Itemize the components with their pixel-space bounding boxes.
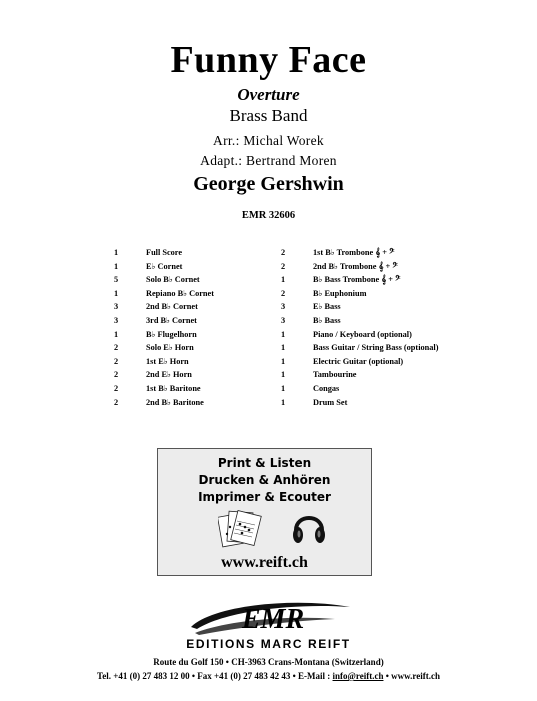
publisher-address: Route du Golf 150 • CH-3963 Crans-Montana (Switzerland)	[153, 657, 384, 667]
promo-line-german: Drucken & Anhören	[198, 473, 331, 487]
instrument-row	[114, 300, 264, 314]
instrument-name: Solo E♭ Horn	[146, 343, 194, 353]
print-listen-box[interactable]	[157, 448, 372, 576]
instrument-name: 2nd B♭ Baritone	[146, 397, 204, 407]
instrument-row	[114, 341, 264, 355]
part-count: 2	[281, 288, 286, 298]
publisher-name: EDITIONS MARC REIFT	[186, 637, 351, 651]
instrument-row	[114, 314, 264, 328]
instrument-name: 1st E♭ Horn	[146, 356, 189, 366]
instrument-name: 1st B♭ Baritone	[146, 383, 201, 393]
instrument-name: 3rd B♭ Cornet	[146, 315, 197, 325]
instrument-name: B♭ Bass Trombone 𝄞 + 𝄢	[313, 275, 401, 285]
instrument-row	[281, 396, 461, 410]
part-count: 2	[114, 343, 119, 353]
email-link[interactable]: info@reift.ch	[332, 671, 384, 681]
contact-website: • www.reift.ch	[383, 671, 440, 681]
part-count: 1	[281, 356, 286, 366]
instrument-list-left	[114, 246, 264, 409]
instrument-name: Full Score	[146, 248, 183, 257]
composer: George Gershwin	[193, 173, 344, 195]
part-count: 1	[114, 329, 119, 339]
catalog-number: EMR 32606	[241, 210, 296, 221]
instrument-row	[281, 300, 461, 314]
part-count: 1	[281, 397, 286, 407]
instrument-row	[114, 368, 264, 382]
instrument-row	[114, 355, 264, 369]
part-count: 3	[114, 302, 119, 312]
instrument-row	[281, 287, 461, 301]
instrument-row	[281, 314, 461, 328]
instrument-name: 2nd B♭ Cornet	[146, 302, 198, 312]
subtitle: Overture	[237, 85, 300, 104]
instrument-row	[114, 382, 264, 396]
part-count: 2	[114, 397, 119, 407]
instrument-row	[114, 273, 264, 287]
part-count: 1	[281, 343, 286, 353]
adapter: Adapt.: Bertrand Moren	[200, 153, 337, 168]
instrument-name: 1st B♭ Trombone 𝄞 + 𝄢	[313, 248, 395, 257]
headphones-icon	[291, 506, 327, 546]
logo-text: EMR	[241, 604, 305, 635]
promo-line-french: Imprimer & Ecouter	[198, 490, 331, 504]
part-count: 1	[114, 261, 119, 271]
instrument-name: 2nd E♭ Horn	[146, 370, 192, 380]
sheet-music-icon	[218, 507, 262, 549]
part-count: 3	[281, 302, 286, 312]
instrument-name: Bass Guitar / String Bass (optional)	[313, 343, 439, 353]
part-count: 1	[281, 275, 286, 285]
publisher-contact	[0, 671, 537, 681]
instrument-name: Congas	[313, 383, 340, 393]
emr-logo	[185, 597, 355, 639]
instrument-row	[114, 260, 264, 274]
instrument-name: E♭ Cornet	[146, 261, 183, 271]
instrument-row	[281, 246, 461, 260]
part-count: 2	[281, 248, 286, 257]
instrument-name: Piano / Keyboard (optional)	[313, 329, 412, 339]
part-count: 2	[114, 356, 119, 366]
instrument-name: B♭ Flugelhorn	[146, 329, 197, 339]
instrument-name: 2nd B♭ Trombone 𝄞 + 𝄢	[313, 261, 398, 271]
instrument-row	[281, 368, 461, 382]
part-count: 3	[114, 315, 119, 325]
instrument-row	[114, 287, 264, 301]
instrument-row	[281, 382, 461, 396]
part-count: 1	[114, 288, 119, 298]
part-count: 1	[114, 248, 119, 257]
promo-line-english: Print & Listen	[217, 456, 312, 470]
part-count: 3	[281, 315, 286, 325]
instrument-name: Solo B♭ Cornet	[146, 275, 200, 285]
contact-phone-fax: Tel. +41 (0) 27 483 12 00 • Fax +41 (0) 27 483 42 43 • E-Mail :	[97, 671, 333, 681]
instrument-row	[281, 260, 461, 274]
part-count: 1	[281, 329, 286, 339]
instrument-name: Electric Guitar (optional)	[313, 356, 404, 366]
instrument-name: Repiano B♭ Cornet	[146, 288, 214, 298]
instrument-name: Tambourine	[313, 370, 357, 380]
part-count: 2	[114, 370, 119, 380]
instrument-row	[281, 341, 461, 355]
part-count: 2	[281, 261, 286, 271]
instrument-name: B♭ Bass	[313, 315, 341, 325]
ensemble: Brass Band	[229, 106, 308, 125]
arranger: Arr.: Michal Worek	[213, 133, 324, 148]
instrument-row	[281, 273, 461, 287]
promo-url-link[interactable]: www.reift.ch	[221, 554, 308, 571]
title: Funny Face	[170, 39, 367, 81]
instrument-row	[114, 396, 264, 410]
part-count: 1	[281, 370, 286, 380]
part-count: 1	[281, 383, 286, 393]
instrument-row	[114, 246, 264, 260]
instrument-list-right	[281, 246, 461, 409]
instrument-row	[114, 328, 264, 342]
instrument-name: B♭ Euphonium	[313, 288, 367, 298]
instrument-row	[281, 328, 461, 342]
instrument-row	[281, 355, 461, 369]
instrument-name: E♭ Bass	[313, 302, 341, 312]
part-count: 5	[114, 275, 119, 285]
part-count: 2	[114, 383, 119, 393]
instrument-name: Drum Set	[313, 397, 348, 407]
